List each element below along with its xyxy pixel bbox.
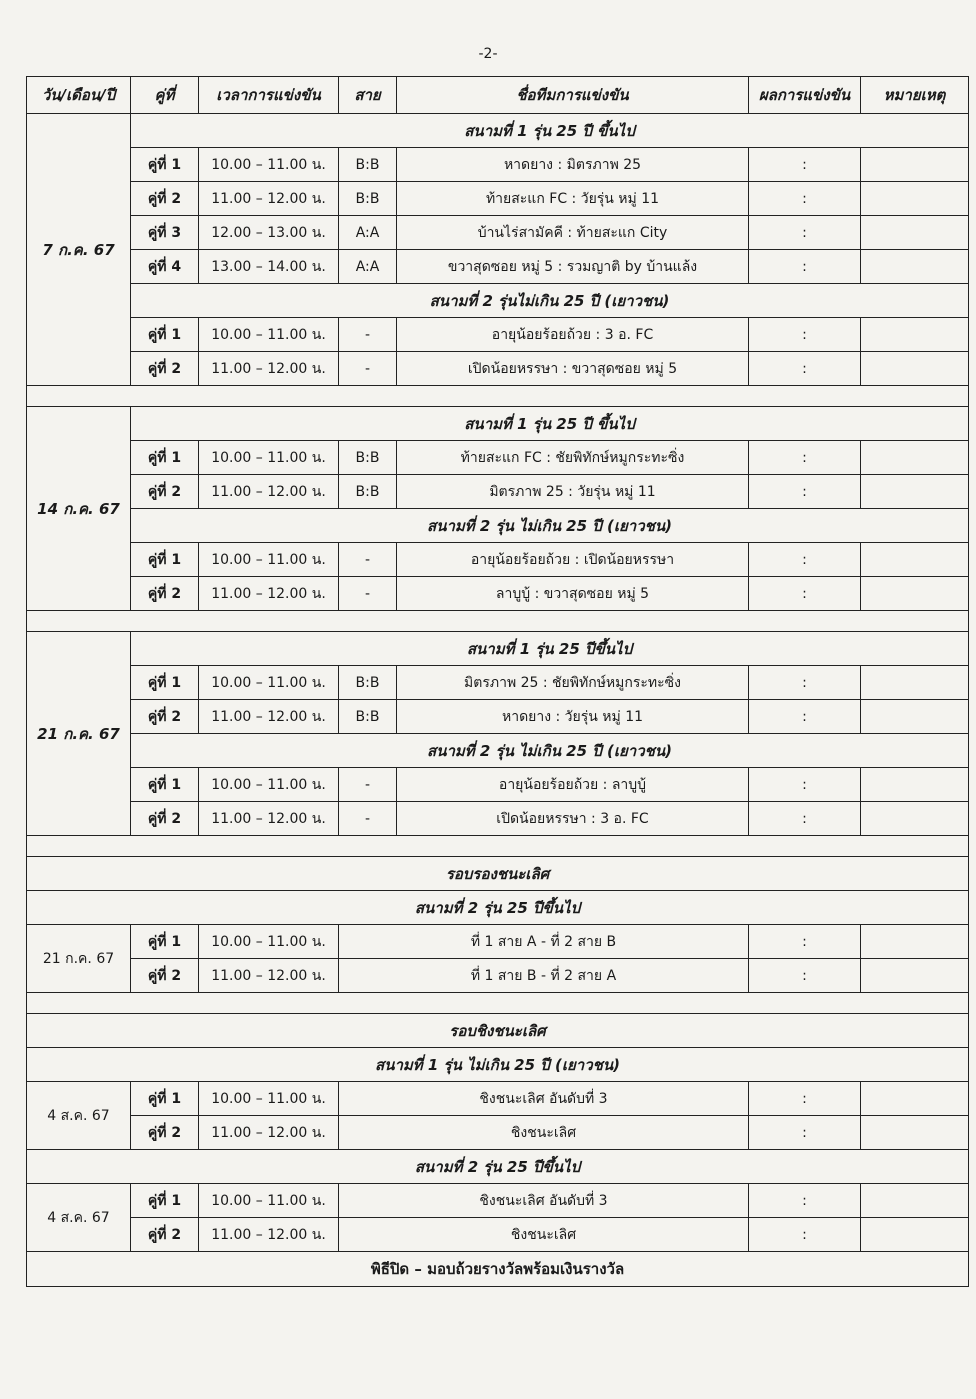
- date-cell: 14 ก.ค. 67: [27, 407, 131, 611]
- date-cell: 4 ส.ค. 67: [27, 1082, 131, 1150]
- date-cell: 4 ส.ค. 67: [27, 1184, 131, 1252]
- table-row: [27, 1116, 969, 1150]
- section-row: [27, 1048, 969, 1082]
- time-cell: 11.00 – 12.00 น.: [199, 577, 339, 611]
- teams-cell: ชิงชนะเลิศ: [339, 1116, 749, 1150]
- result-cell: :: [749, 543, 861, 577]
- header-group: สาย: [339, 77, 397, 114]
- group-cell: A:A: [339, 250, 397, 284]
- section-title: สนามที่ 2 รุ่น 25 ปีขึ้นไป: [27, 1150, 969, 1184]
- result-cell: :: [749, 666, 861, 700]
- section-row: [27, 891, 969, 925]
- pair-cell: คู่ที่ 2: [131, 700, 199, 734]
- result-cell: :: [749, 441, 861, 475]
- time-cell: 13.00 – 14.00 น.: [199, 250, 339, 284]
- table-row: [27, 577, 969, 611]
- note-cell: [861, 1218, 969, 1252]
- note-cell: [861, 925, 969, 959]
- note-cell: [861, 700, 969, 734]
- stage-title: รอบชิงชนะเลิศ: [27, 1014, 969, 1048]
- result-cell: :: [749, 577, 861, 611]
- pair-cell: คู่ที่ 2: [131, 959, 199, 993]
- section-row: [27, 734, 969, 768]
- section-row: [27, 407, 969, 441]
- teams-cell: หาดยาง : วัยรุ่น หมู่ 11: [397, 700, 749, 734]
- table-row: [27, 543, 969, 577]
- header-time: เวลาการแข่งขัน: [199, 77, 339, 114]
- table-row: [27, 1184, 969, 1218]
- pair-cell: คู่ที่ 4: [131, 250, 199, 284]
- table-row: [27, 216, 969, 250]
- closing-ceremony-text: พิธีปิด – มอบถ้วยรางวัลพร้อมเงินรางวัล: [27, 1252, 969, 1287]
- stage-row: [27, 1014, 969, 1048]
- table-row: [27, 925, 969, 959]
- note-cell: [861, 148, 969, 182]
- time-cell: 11.00 – 12.00 น.: [199, 802, 339, 836]
- spacer-cell: [27, 611, 969, 632]
- result-cell: :: [749, 1082, 861, 1116]
- section-row: [27, 509, 969, 543]
- header-note: หมายเหตุ: [861, 77, 969, 114]
- section-title: สนามที่ 1 รุ่น 25 ปีขึ้นไป: [131, 632, 969, 666]
- table-row: [27, 148, 969, 182]
- note-cell: [861, 318, 969, 352]
- header-row: [27, 77, 969, 114]
- stage-title: รอบรองชนะเลิศ: [27, 857, 969, 891]
- result-cell: :: [749, 475, 861, 509]
- header-result: ผลการแข่งขัน: [749, 77, 861, 114]
- teams-cell: ลาบูบู้ : ขวาสุดซอย หมู่ 5: [397, 577, 749, 611]
- teams-cell: หาดยาง : มิตรภาพ 25: [397, 148, 749, 182]
- time-cell: 11.00 – 12.00 น.: [199, 182, 339, 216]
- teams-cell: เปิดน้อยหรรษา : ขวาสุดซอย หมู่ 5: [397, 352, 749, 386]
- group-cell: B:B: [339, 182, 397, 216]
- teams-cell: อายุน้อยร้อยถ้วย : 3 อ. FC: [397, 318, 749, 352]
- teams-cell: เปิดน้อยหรรษา : 3 อ. FC: [397, 802, 749, 836]
- note-cell: [861, 959, 969, 993]
- table-row: [27, 1082, 969, 1116]
- result-cell: :: [749, 700, 861, 734]
- table-row: [27, 700, 969, 734]
- pair-cell: คู่ที่ 2: [131, 475, 199, 509]
- section-row: [27, 114, 969, 148]
- table-row: [27, 768, 969, 802]
- teams-cell: ท้ายสะแก FC : วัยรุ่น หมู่ 11: [397, 182, 749, 216]
- pair-cell: คู่ที่ 1: [131, 441, 199, 475]
- date-cell: 21 ก.ค. 67: [27, 632, 131, 836]
- result-cell: :: [749, 148, 861, 182]
- note-cell: [861, 666, 969, 700]
- time-cell: 12.00 – 13.00 น.: [199, 216, 339, 250]
- time-cell: 10.00 – 11.00 น.: [199, 441, 339, 475]
- result-cell: :: [749, 352, 861, 386]
- section-title: สนามที่ 2 รุ่น ไม่เกิน 25 ปี (เยาวชน): [131, 509, 969, 543]
- note-cell: [861, 182, 969, 216]
- teams-cell: ขวาสุดซอย หมู่ 5 : รวมญาติ by บ้านแล้ง: [397, 250, 749, 284]
- header-date: วัน/เดือน/ปี: [27, 77, 131, 114]
- pair-cell: คู่ที่ 3: [131, 216, 199, 250]
- note-cell: [861, 1082, 969, 1116]
- table-row: [27, 318, 969, 352]
- pair-cell: คู่ที่ 1: [131, 666, 199, 700]
- group-cell: B:B: [339, 700, 397, 734]
- result-cell: :: [749, 802, 861, 836]
- section-row: [27, 284, 969, 318]
- table-row: [27, 352, 969, 386]
- group-cell: -: [339, 543, 397, 577]
- spacer-row: [27, 386, 969, 407]
- result-cell: :: [749, 959, 861, 993]
- note-cell: [861, 441, 969, 475]
- table-row: [27, 802, 969, 836]
- time-cell: 11.00 – 12.00 น.: [199, 475, 339, 509]
- pair-cell: คู่ที่ 1: [131, 318, 199, 352]
- table-row: [27, 182, 969, 216]
- teams-cell: ที่ 1 สาย B - ที่ 2 สาย A: [339, 959, 749, 993]
- table-row: [27, 441, 969, 475]
- section-title: สนามที่ 1 รุ่น 25 ปี ขึ้นไป: [131, 114, 969, 148]
- spacer-cell: [27, 993, 969, 1014]
- page-number: -2-: [478, 46, 498, 62]
- teams-cell: ท้ายสะแก FC : ชัยพิทักษ์หมูกระทะซิ่ง: [397, 441, 749, 475]
- pair-cell: คู่ที่ 1: [131, 1082, 199, 1116]
- pair-cell: คู่ที่ 1: [131, 1184, 199, 1218]
- time-cell: 10.00 – 11.00 น.: [199, 318, 339, 352]
- spacer-row: [27, 836, 969, 857]
- group-cell: -: [339, 318, 397, 352]
- section-title: สนามที่ 1 รุ่น 25 ปี ขึ้นไป: [131, 407, 969, 441]
- note-cell: [861, 577, 969, 611]
- spacer-row: [27, 611, 969, 632]
- match-schedule-table: [26, 76, 969, 1287]
- pair-cell: คู่ที่ 2: [131, 802, 199, 836]
- pair-cell: คู่ที่ 1: [131, 925, 199, 959]
- pair-cell: คู่ที่ 2: [131, 1218, 199, 1252]
- date-cell: 7 ก.ค. 67: [27, 114, 131, 386]
- teams-cell: ที่ 1 สาย A - ที่ 2 สาย B: [339, 925, 749, 959]
- time-cell: 10.00 – 11.00 น.: [199, 925, 339, 959]
- spacer-cell: [27, 386, 969, 407]
- closing-row: [27, 1252, 969, 1287]
- teams-cell: ชิงชนะเลิศ อันดับที่ 3: [339, 1184, 749, 1218]
- time-cell: 10.00 – 11.00 น.: [199, 666, 339, 700]
- note-cell: [861, 768, 969, 802]
- time-cell: 11.00 – 12.00 น.: [199, 1116, 339, 1150]
- note-cell: [861, 802, 969, 836]
- teams-cell: อายุน้อยร้อยถ้วย : ลาบูบู้: [397, 768, 749, 802]
- result-cell: :: [749, 1218, 861, 1252]
- pair-cell: คู่ที่ 2: [131, 182, 199, 216]
- section-title: สนามที่ 2 รุ่น 25 ปีขึ้นไป: [27, 891, 969, 925]
- section-row: [27, 1150, 969, 1184]
- table-row: [27, 959, 969, 993]
- pair-cell: คู่ที่ 1: [131, 543, 199, 577]
- group-cell: B:B: [339, 441, 397, 475]
- spacer-row: [27, 993, 969, 1014]
- time-cell: 10.00 – 11.00 น.: [199, 768, 339, 802]
- section-title: สนามที่ 1 รุ่น ไม่เกิน 25 ปี (เยาวชน): [27, 1048, 969, 1082]
- note-cell: [861, 250, 969, 284]
- section-title: สนามที่ 2 รุ่นไม่เกิน 25 ปี (เยาวชน): [131, 284, 969, 318]
- note-cell: [861, 475, 969, 509]
- header-pair: คู่ที่: [131, 77, 199, 114]
- teams-cell: บ้านไร่สามัคคี : ท้ายสะแก City: [397, 216, 749, 250]
- time-cell: 11.00 – 12.00 น.: [199, 352, 339, 386]
- note-cell: [861, 1116, 969, 1150]
- group-cell: A:A: [339, 216, 397, 250]
- result-cell: :: [749, 182, 861, 216]
- group-cell: B:B: [339, 148, 397, 182]
- time-cell: 10.00 – 11.00 น.: [199, 1082, 339, 1116]
- header-teams: ชื่อทีมการแข่งขัน: [397, 77, 749, 114]
- pair-cell: คู่ที่ 2: [131, 577, 199, 611]
- result-cell: :: [749, 250, 861, 284]
- note-cell: [861, 1184, 969, 1218]
- time-cell: 10.00 – 11.00 น.: [199, 543, 339, 577]
- time-cell: 10.00 – 11.00 น.: [199, 148, 339, 182]
- group-cell: -: [339, 352, 397, 386]
- stage-row: [27, 857, 969, 891]
- group-cell: B:B: [339, 475, 397, 509]
- teams-cell: อายุน้อยร้อยถ้วย : เปิดน้อยหรรษา: [397, 543, 749, 577]
- table-row: [27, 666, 969, 700]
- result-cell: :: [749, 768, 861, 802]
- table-row: [27, 1218, 969, 1252]
- pair-cell: คู่ที่ 2: [131, 352, 199, 386]
- spacer-cell: [27, 836, 969, 857]
- group-cell: B:B: [339, 666, 397, 700]
- time-cell: 10.00 – 11.00 น.: [199, 1184, 339, 1218]
- table-row: [27, 250, 969, 284]
- note-cell: [861, 352, 969, 386]
- time-cell: 11.00 – 12.00 น.: [199, 959, 339, 993]
- teams-cell: ชิงชนะเลิศ อันดับที่ 3: [339, 1082, 749, 1116]
- group-cell: -: [339, 802, 397, 836]
- date-cell: 21 ก.ค. 67: [27, 925, 131, 993]
- time-cell: 11.00 – 12.00 น.: [199, 1218, 339, 1252]
- result-cell: :: [749, 1184, 861, 1218]
- group-cell: -: [339, 577, 397, 611]
- teams-cell: ชิงชนะเลิศ: [339, 1218, 749, 1252]
- teams-cell: มิตรภาพ 25 : ชัยพิทักษ์หมูกระทะซิ่ง: [397, 666, 749, 700]
- teams-cell: มิตรภาพ 25 : วัยรุ่น หมู่ 11: [397, 475, 749, 509]
- pair-cell: คู่ที่ 1: [131, 768, 199, 802]
- result-cell: :: [749, 1116, 861, 1150]
- result-cell: :: [749, 925, 861, 959]
- group-cell: -: [339, 768, 397, 802]
- note-cell: [861, 543, 969, 577]
- pair-cell: คู่ที่ 1: [131, 148, 199, 182]
- result-cell: :: [749, 318, 861, 352]
- note-cell: [861, 216, 969, 250]
- result-cell: :: [749, 216, 861, 250]
- time-cell: 11.00 – 12.00 น.: [199, 700, 339, 734]
- section-title: สนามที่ 2 รุ่น ไม่เกิน 25 ปี (เยาวชน): [131, 734, 969, 768]
- table-row: [27, 475, 969, 509]
- section-row: [27, 632, 969, 666]
- pair-cell: คู่ที่ 2: [131, 1116, 199, 1150]
